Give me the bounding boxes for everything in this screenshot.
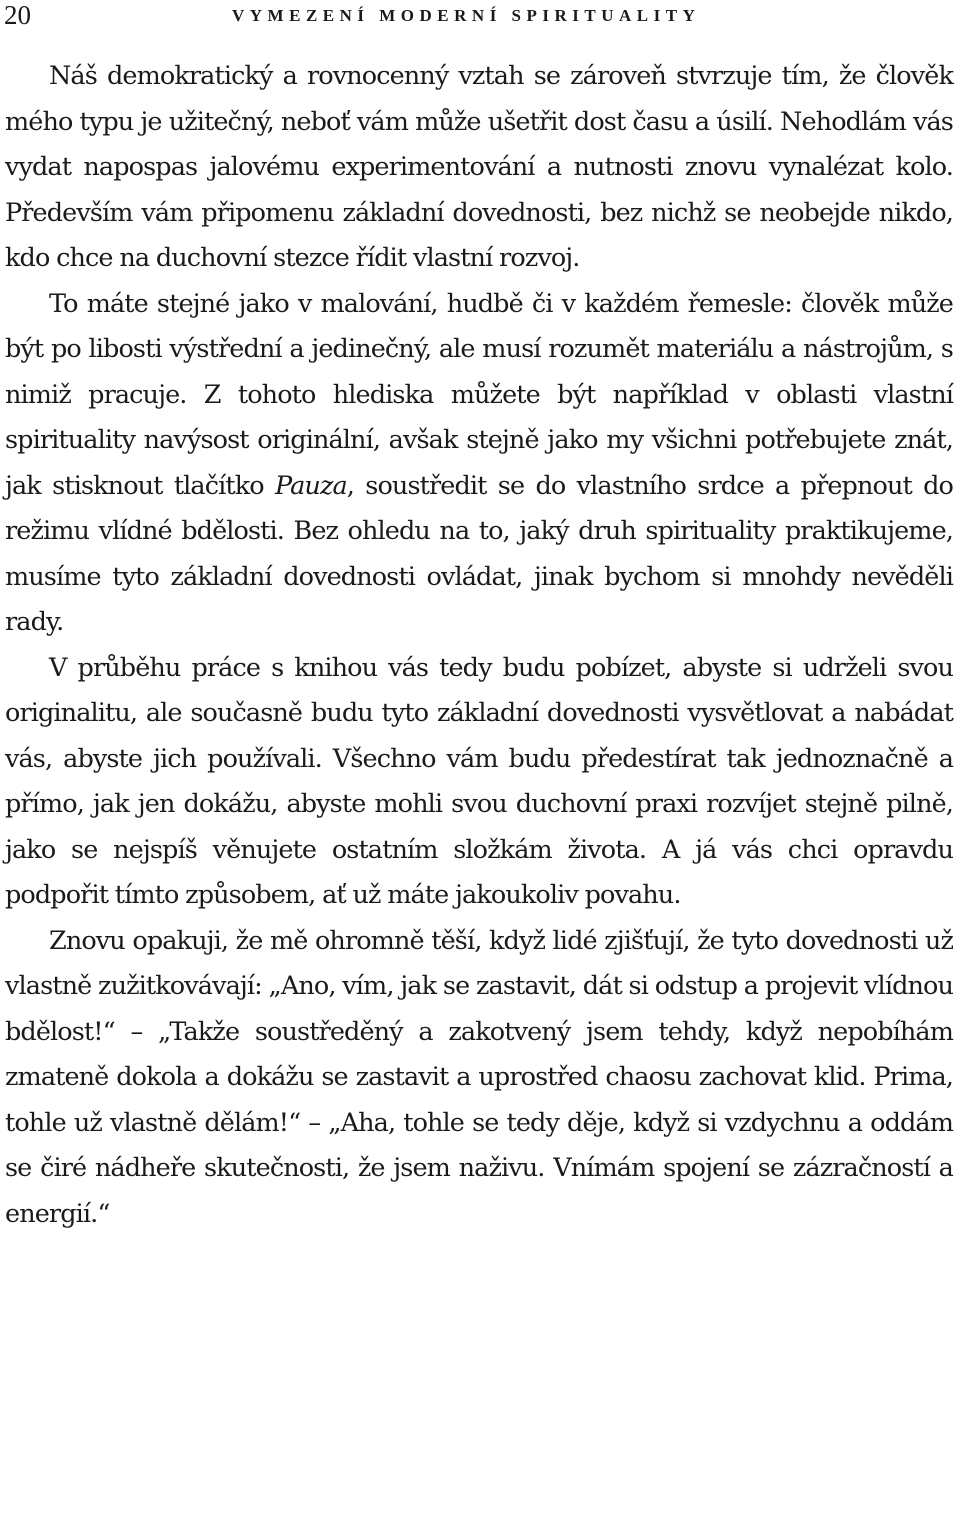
paragraph-4 [5,919,953,1238]
paragraph-1-text: Náš demokratický a rovnocenný vztah se zároveň stvrzuje tím, že člověk mého typu je užitečný, neboť vám může ušetřit dost času a úsilí. Nehodlám vás vydat napospas jalovému experimentování a nutnosti znovu vynalézat kolo. Především vám připomenu základní dovednosti, bez nichž se neobejde nikdo, kdo chce na duchovní stezce řídit vlastní rozvoj. [5,61,953,273]
body-text [5,54,953,1237]
paragraph-1 [5,54,953,282]
paragraph-2-text-end: , soustředit se do vlastního srdce a přepnout do režimu vlídné bdělosti. Bez ohledu na to, jaký druh spirituality praktikujeme, musíme tyto základní dovednosti ovládat, jinak bychom si mnohdy nevěděli rady. [5,470,953,637]
paragraph-2 [5,282,953,646]
page-header [0,0,960,32]
paragraph-2-text-start: To máte stejné jako v malování, hudbě či v každém řemesle: člověk může být po libosti výstřední a jedinečný, ale musí rozumět materiálu a nástrojům, s nimiž pracuje. Z tohoto hlediska můžete být například v oblasti vlastní spirituality navýsost originální, avšak stejně jako my všichni potřebujete znát, jak stisknout tlačítko [5,288,953,501]
paragraph-3-text: V průběhu práce s knihou vás tedy budu pobízet, abyste si udrželi svou originalitu, ale současně budu tyto základní dovednosti vysvětlovat a nabádat vás, abyste jich používali. Všechno vám budu předestírat tak jednoznačně a přímo, jak jen dokážu, abyste mohli svou duchovní praxi rozvíjet stejně pilně, jako se nejspíš věnujete ostatním složkám života. A já vás chci opravdu podpořit tímto způsobem, ať už máte jakoukoliv povahu. [5,652,953,910]
paragraph-3 [5,646,953,919]
paragraph-4-text: Znovu opakuji, že mě ohromně těší, když lidé zjišťují, že tyto dovednosti už vlastně zužitkovávají: „Ano, vím, jak se zastavit, dát si odstup a projevit vlídnou bdělost!“ – „Takže soustředěný a zakotvený jsem tehdy, když nepobíhám zmateně dokola a dokážu se zastavit a uprostřed chaosu zachovat klid. Prima, tohle už vlastně dělám!“ – „Aha, tohle se tedy děje, když si vzdychnu a oddám se čiré nádheře skutečnosti, že jsem naživu. Vnímám spojení se zázračností a energií.“ [5,925,953,1229]
running-head: VYMEZENÍ MODERNÍ SPIRITUALITY [232,6,701,25]
emphasis-pauza: Pauza [275,470,347,501]
page-number: 20 [4,0,31,30]
